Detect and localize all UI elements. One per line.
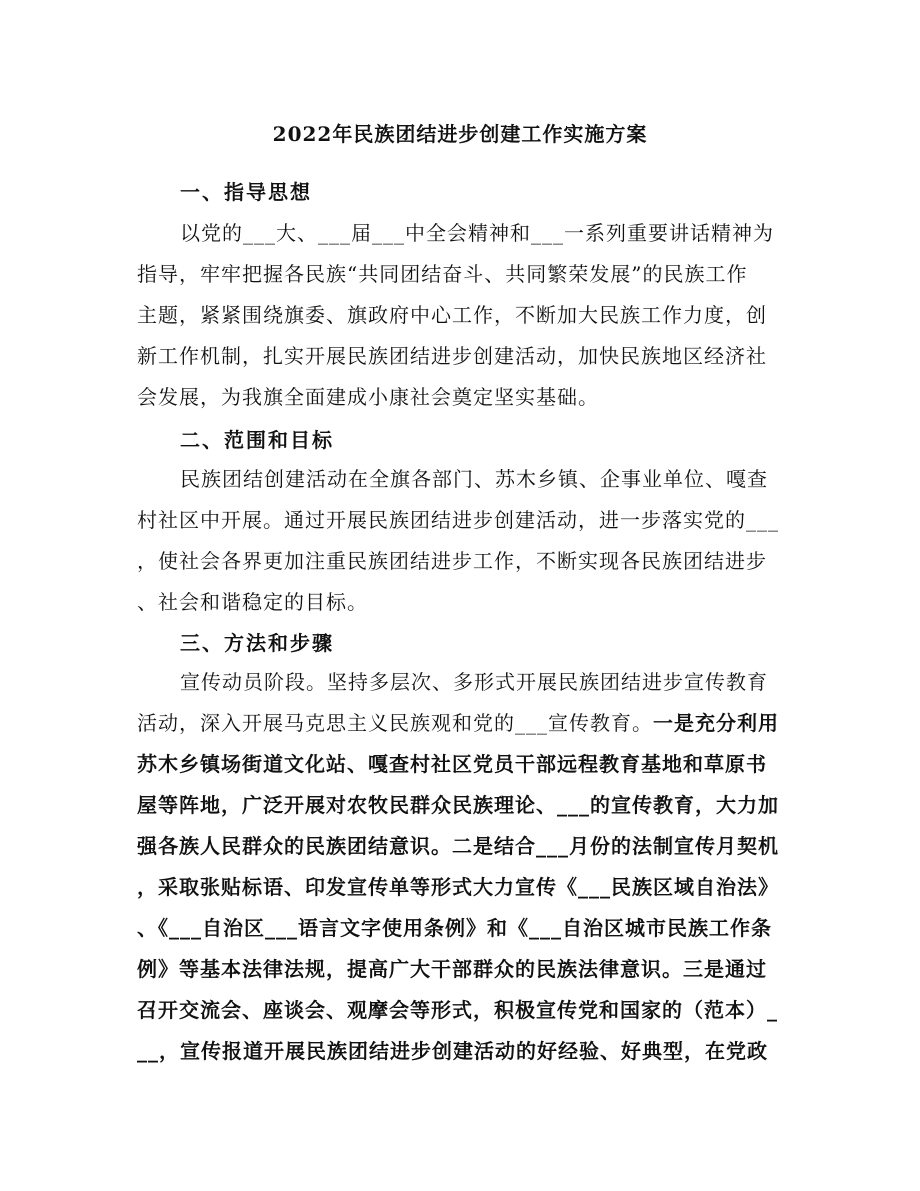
paragraph-line: 民族团结创建活动在全旗各部门、苏木乡镇、企事业单位、嘎查 (180, 467, 768, 491)
paragraph-line: 、《___自治区___语言文字使用条例》和《___自治区城市民族工作条 (137, 916, 772, 940)
paragraph-line: 新工作机制，扎实开展民族团结进步创建活动，加快民族地区经济社 (137, 344, 767, 368)
document-title: 2022年民族团结进步创建工作实施方案 (272, 122, 648, 146)
paragraph-line (137, 707, 783, 737)
paragraph-line: 苏木乡镇场街道文化站、嘎查村社区党员干部远程教育基地和草原书 (137, 752, 767, 776)
paragraph-line: 例》等基本法律法规，提高广大干部群众的民族法律意识。三是通过 (137, 957, 767, 981)
paragraph-line: __，宣传报道开展民族团结进步创建活动的好经验、好典型，在党政 (137, 1039, 768, 1063)
paragraph-text-bold: 一是充分利用 (653, 711, 779, 735)
paragraph-line: ，使社会各界更加注重民族团结进步工作，不断实现各民族团结进步 (137, 549, 767, 573)
paragraph-text: 活动，深入开展马克思主义民族观和党的___宣传教育。 (137, 711, 653, 735)
paragraph-line: ，采取张贴标语、印发宣传单等形式大力宣传《___民族区域自治法》 (137, 875, 779, 899)
paragraph-line: 以党的___大、___届___中全会精神和___一系列重要讲话精神为 (180, 221, 774, 245)
paragraph-line: 宣传动员阶段。坚持多层次、多形式开展民族团结进步宣传教育 (180, 670, 768, 694)
section-heading-guiding-ideology: 一、指导思想 (180, 180, 312, 204)
paragraph-line: 召开交流会、座谈会、观摩会等形式，积极宣传党和国家的（范本）_ (137, 998, 778, 1022)
paragraph-line: 村社区中开展。通过开展民族团结进步创建活动，进一步落实党的___ (137, 508, 779, 532)
paragraph-line: 指导，牢牢把握各民族“共同团结奋斗、共同繁荣发展”的民族工作 (137, 262, 748, 286)
section-heading-methods-steps: 三、方法和步骤 (180, 631, 334, 655)
paragraph-line: 强各族人民群众的民族团结意识。二是结合___月份的法制宣传月契机 (137, 834, 779, 858)
paragraph-line: 、社会和谐稳定的目标。 (137, 590, 368, 614)
paragraph-line: 主题，紧紧围绕旗委、旗政府中心工作，不断加大民族工作力度，创 (137, 303, 767, 327)
paragraph-line: 屋等阵地，广泛开展对农牧民群众民族理论、___的宣传教育，大力加 (137, 793, 779, 817)
paragraph-line: 会发展，为我旗全面建成小康社会奠定坚实基础。 (137, 385, 599, 409)
section-heading-scope-goals: 二、范围和目标 (180, 428, 334, 452)
